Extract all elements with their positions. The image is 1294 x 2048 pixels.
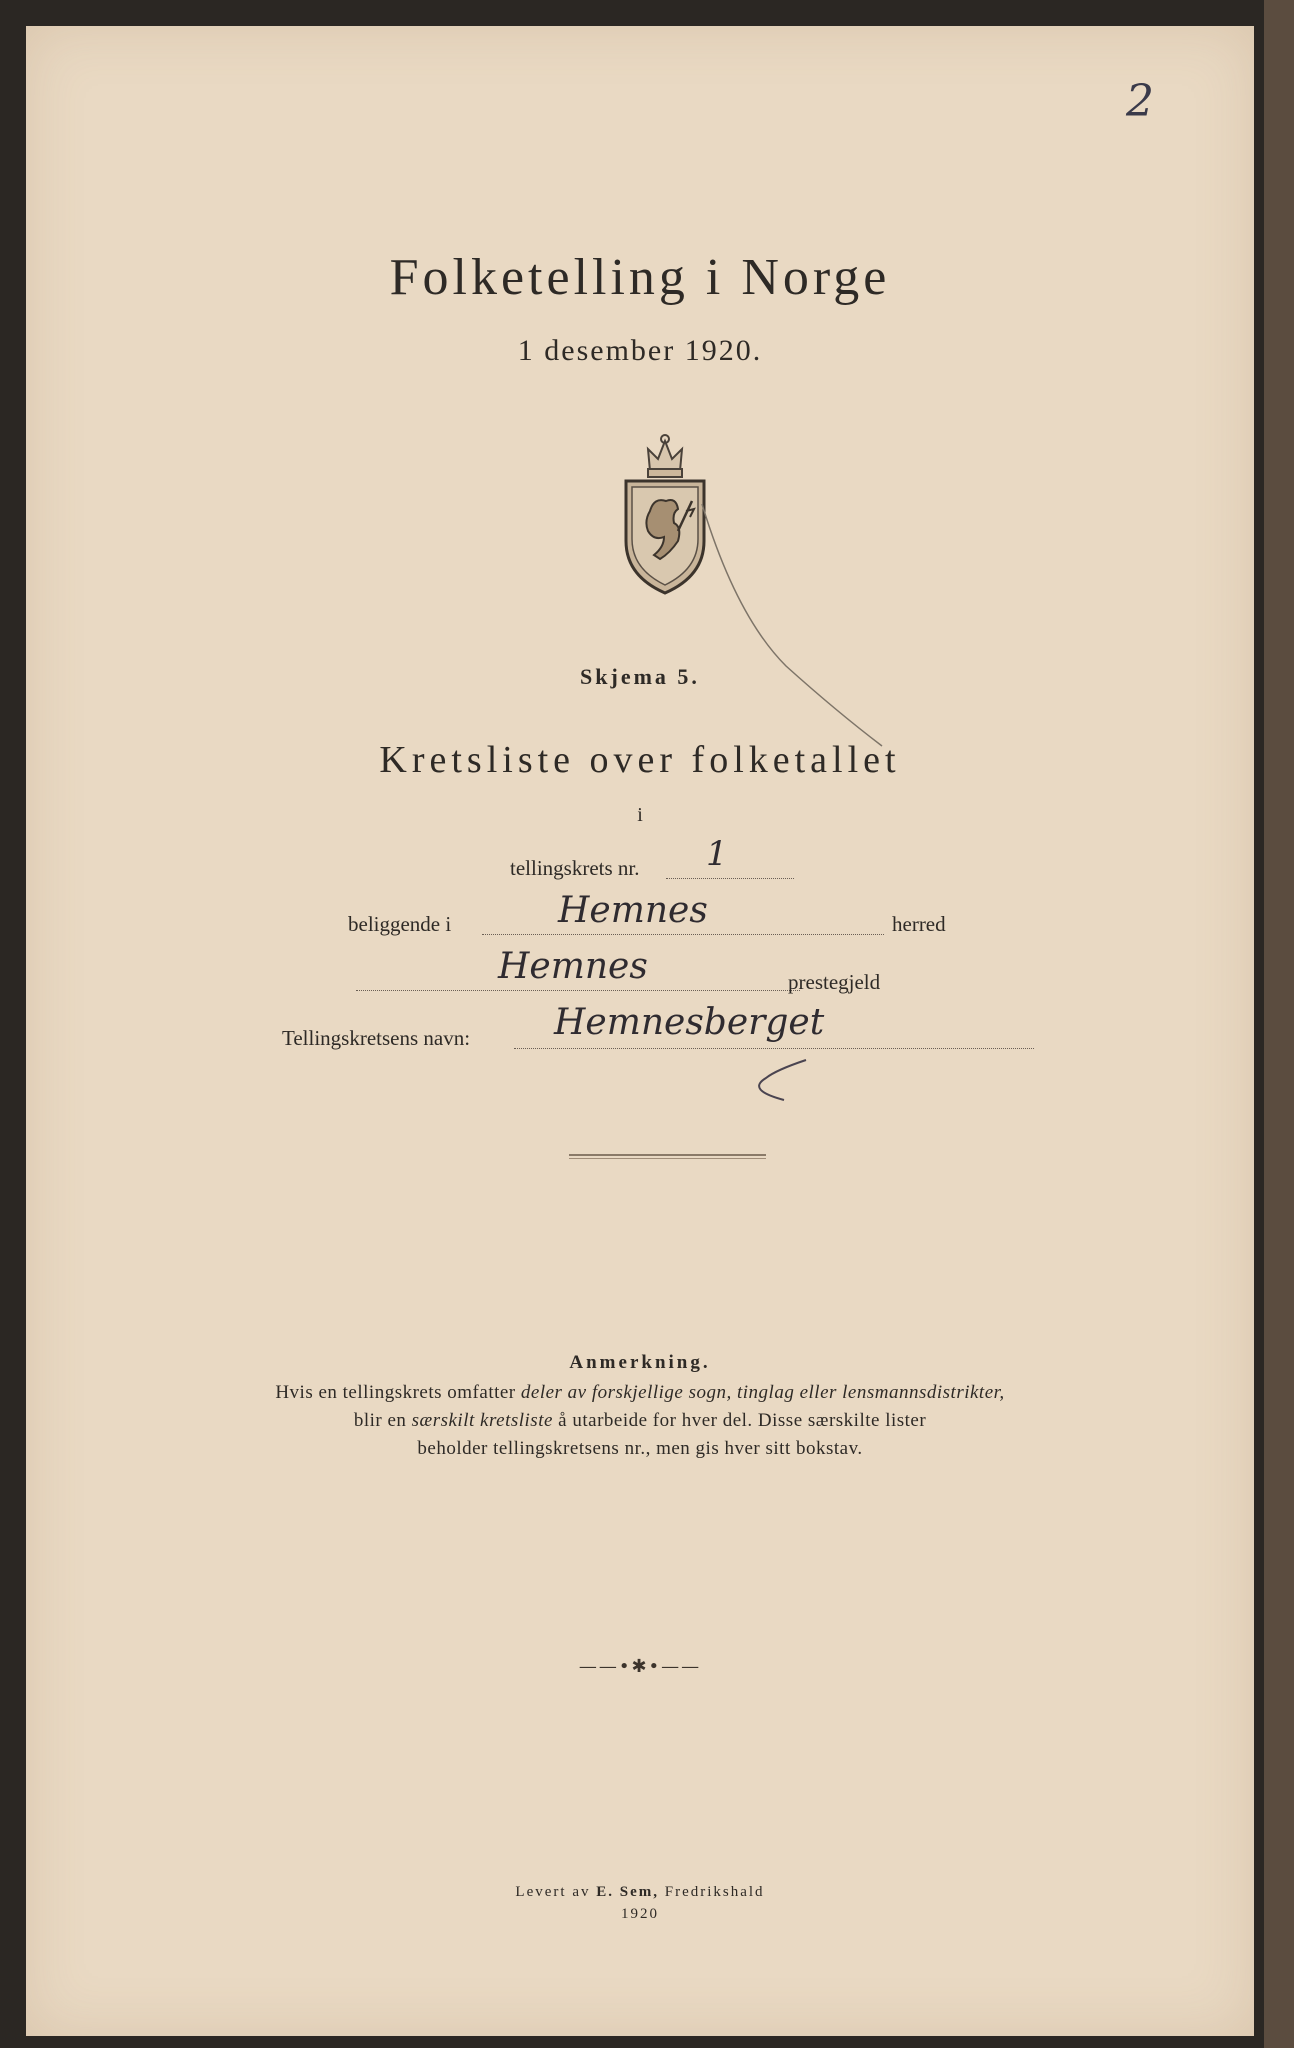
census-form-page (26, 26, 1254, 2036)
note-line-2 (26, 1410, 1254, 1432)
krets-number-line (666, 878, 794, 879)
prestegjeld-line (356, 990, 800, 991)
separator-rule (569, 1154, 766, 1156)
handwriting-flourish (736, 1056, 816, 1106)
note-line-2-text: blir en (353, 1410, 412, 1431)
note-line-3: beholder tellingskretsens nr., men gis hver sitt bokstav. (417, 1438, 863, 1459)
form-title: Folketelling i Norge (389, 249, 891, 306)
handwritten-page-number: 2 (1126, 76, 1154, 127)
herred-line (482, 934, 884, 935)
beliggende-label: beliggende i (348, 912, 452, 936)
krets-name-value: Hemnesberget (554, 1002, 825, 1043)
note-line-2-italic: særskilt kretsliste (411, 1410, 553, 1431)
pencil-stroke (696, 496, 896, 756)
krets-name-line (514, 1048, 1034, 1049)
printer-name: E. Sem, (596, 1884, 659, 1900)
note-line-1-text: Hvis en tellingskrets omfatter (275, 1382, 521, 1403)
note-line-2-rest: å utarbeide for hver del. Disse særskilte lister (552, 1410, 927, 1431)
note-title: Anmerkning. (569, 1352, 711, 1373)
note-line-1 (26, 1382, 1254, 1404)
krets-name-label: Tellingskretsens navn: (282, 1026, 471, 1050)
herred-label: herred (892, 912, 946, 936)
krets-number-value: 1 (706, 834, 728, 874)
census-date: 1 desember 1920. (517, 334, 763, 367)
scan-edge (1264, 0, 1294, 2048)
prestegjeld-label: prestegjeld (788, 970, 881, 994)
prestegjeld-value: Hemnes (498, 946, 648, 987)
printer-prefix: Levert av (515, 1884, 597, 1900)
herred-value: Hemnes (558, 890, 708, 931)
note-line-1-italic: deler av forskjellige sogn, tinglag eller lensmannsdistrikter, (520, 1382, 1005, 1403)
krets-number-label: tellingskrets nr. (510, 856, 640, 880)
preposition-text: i (637, 804, 643, 826)
schema-number: Skjema 5. (580, 664, 700, 689)
separator-rule-thin (569, 1158, 766, 1159)
printer-credit (26, 1884, 1254, 1901)
printer-place: Fredrikshald (658, 1884, 765, 1900)
form-heading: Kretsliste over folketallet (379, 739, 901, 781)
ornament-divider: ——•✱•—— (578, 1656, 702, 1677)
printer-year: 1920 (621, 1906, 659, 1922)
